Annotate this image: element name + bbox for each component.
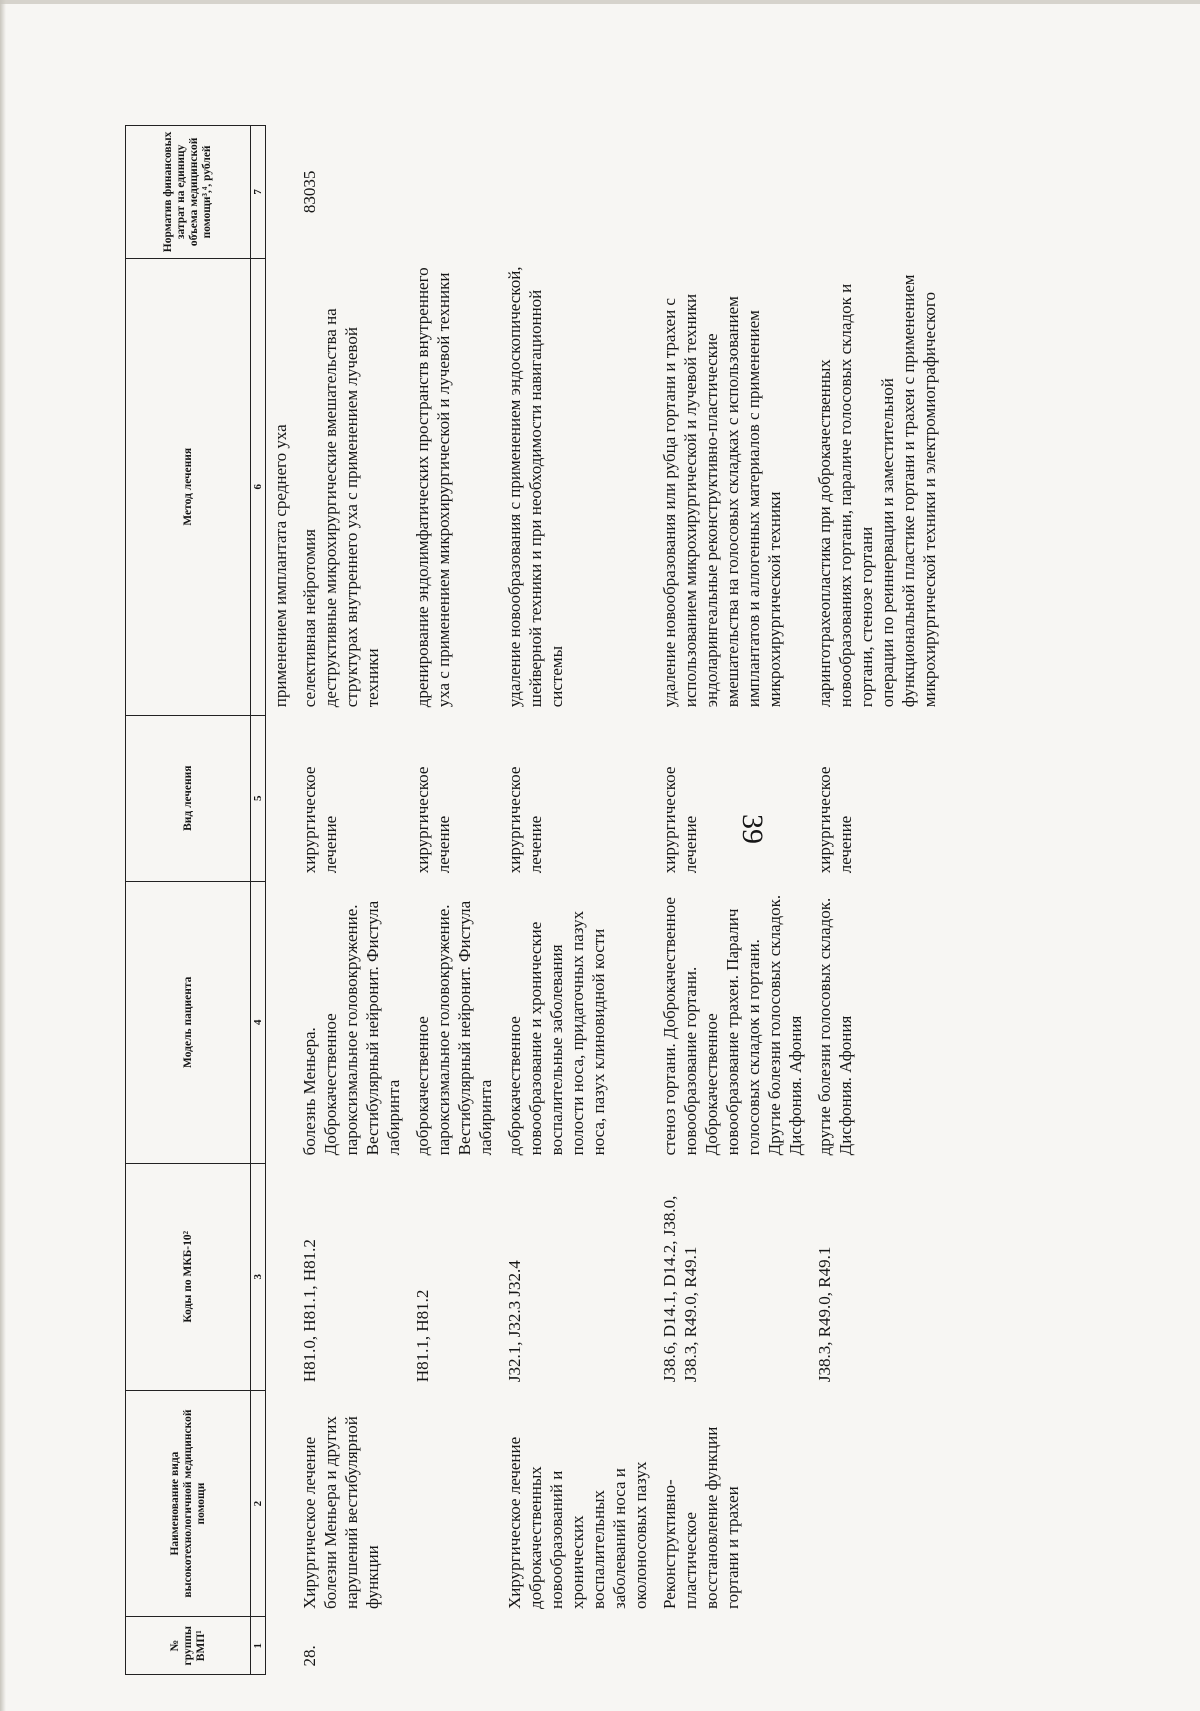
page-number: 39 [736,814,769,844]
column-number: 3 [251,1163,266,1390]
column-number: 2 [251,1390,266,1617]
column-number: 1 [251,1617,266,1675]
header-patient-model: Модель пациента [126,881,251,1163]
table-row [810,126,944,1675]
vmp-name: Хирургическое лечение болезни Меньера и других нарушений вестибулярной функции [300,1416,382,1609]
treatment-type: хирургическое лечение [300,766,340,874]
table-row [408,126,500,1675]
icd-codes: H81.0, H81.1, H81.2 [300,1239,319,1383]
table-row [500,126,655,1675]
treatment-method [810,258,944,715]
header-treatment-method: Метод лечения [126,258,251,715]
treatment-method: дренирование эндолимфатических пространств внутреннего уха с применением микрохирургической и лучевой техники [413,267,453,708]
vmp-name [810,1390,944,1617]
treatment-method [295,258,408,715]
rotated-table-region [125,125,1200,1675]
method-item: эндоларингеальные реконструктивно-пластические вмешательства на голосовых складках с использованием имплантатов и аллогенных материалов с применением микрохирургической техники [702,296,784,708]
icd-codes: J38.6, D14.1, D14.2, J38.0, J38.3, R49.0, R49.1 [660,1195,700,1383]
header-cost-norm: Норматив финансовых затрат на единицу объема медицинской помощи³,⁴, рублей [126,126,251,259]
patient-model: другие болезни голосовых складок. Дисфония. Афония [815,897,855,1156]
header-group-number: № группы ВМП¹ [126,1617,251,1675]
patient-model: доброкачественное новообразование и хронические воспалительные заболевания полости носа, придаточных пазух носа, пазух клиновидной кости [505,910,608,1156]
treatment-method [655,258,810,715]
method-item: операции по реиннервации и заместительной функциональной пластике гортани и трахеи с применением микрохирургической техники и электромиографического [878,274,939,708]
table-row [295,126,408,1675]
header-treatment-type: Вид лечения [126,715,251,881]
patient-model: стеноз гортани. Доброкачественное новообразование гортани. Доброкачественное новообразование трахеи. Паралич голосовых складок и гортани. Другие болезни голосовых складок. Дисфония. Афония [660,894,805,1156]
method-carryover: применением имплантата среднего уха [271,424,290,708]
vmp-table [125,125,944,1675]
vmp-name: Реконструктивно-пластическое восстановление функции гортани и трахеи [660,1426,742,1609]
cost-norm: 83035 [300,170,319,214]
scan-edge [0,0,1200,4]
treatment-type: хирургическое лечение [815,766,855,874]
treatment-type: хирургическое лечение [505,766,545,874]
treatment-type: хирургическое лечение [413,766,453,874]
treatment-method: удаление новообразования с применением эндоскопической, шейверной техники и при необходимости навигационной системы [505,266,566,708]
vmp-name: Хирургическое лечение доброкачественных новообразований и хронических воспалительных заболеваний носа и околоносовых пазух [505,1436,650,1609]
column-number-row [251,126,266,1675]
icd-codes: J38.3, R49.0, R49.1 [815,1246,834,1383]
column-number: 5 [251,715,266,881]
table-row [266,126,296,1675]
method-item: деструктивные микрохирургические вмешательства на структурах внутреннего уха с применением лучевой техники [321,308,382,708]
vmp-name [408,1390,500,1617]
header-icd-codes: Коды по МКБ-10² [126,1163,251,1390]
scan-shadow [0,0,6,1711]
header-vmp-name: Наименование вида высокотехнологичной медицинской помощи [126,1390,251,1617]
method-item: селективная нейротомия [300,529,319,708]
table-row [655,126,810,1675]
treatment-type: хирургическое лечение [660,766,700,874]
patient-model: болезнь Меньера. Доброкачественное пароксизмальное головокружение. Вестибулярный нейронит. Фистула лабиринта [300,900,403,1156]
method-item: ларинготрахеопластика при доброкачественных новообразованиях гортани, параличе голосовых складок и гортани, стенозе гортани [815,283,876,708]
column-number: 6 [251,258,266,715]
group-number: 28. [300,1645,319,1667]
method-item: удаление новообразования или рубца гортани и трахеи с использованием микрохирургической и лучевой техники [660,293,700,708]
header-row [126,126,251,1675]
patient-model: доброкачественное пароксизмальное головокружение. Вестибулярный нейронит. Фистула лабиринта [413,900,495,1156]
icd-codes: J32.1, J32.3 J32.4 [505,1260,524,1383]
icd-codes: H81.1, H81.2 [413,1289,432,1383]
column-number: 7 [251,126,266,259]
column-number: 4 [251,881,266,1163]
